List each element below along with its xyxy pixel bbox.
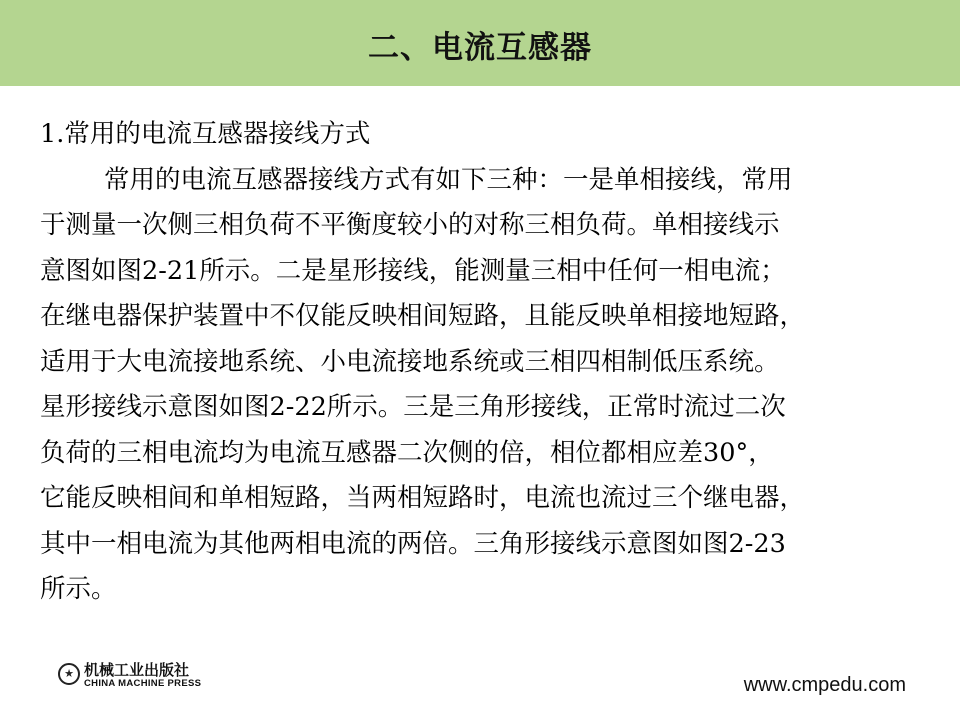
publisher-name-cn: 机械工业出版社 [84,661,190,679]
body-line-7: 负荷的三相电流均为电流互感器二次侧的倍，相位都相应差30°， [40,437,774,468]
body-line-2: 于测量一次侧三相负荷不平衡度较小的对称三相负荷。单相接线示 [40,210,780,240]
publisher-emblem-icon: ★ [58,663,80,685]
website-url: www.cmpedu.com [743,674,906,696]
publisher-name-en: CHINA MACHINE PRESS [84,678,202,689]
title-bar [0,0,960,86]
body-line-8: 它能反映相间和单相短路，当两相短路时，电流也流过三个继电器， [40,483,806,513]
body-line-4: 在继电器保护装置中不仅能反映相间短路，且能反映单相接地短路， [40,301,806,331]
body-line-1: 常用的电流互感器接线方式有如下三种：一是单相接线，常用 [104,164,793,195]
body-line-6: 星形接线示意图如图2-22所示。三是三角形接线，正常时流过二次 [40,392,786,422]
slide-body [40,112,920,613]
section-heading: 1.常用的电流互感器接线方式 [40,119,371,149]
body-line-10: 所示。 [40,574,117,604]
body-line-3: 意图如图2-21所示。二是星形接线，能测量三相中任何一相电流； [40,255,786,286]
body-line-9: 其中一相电流为其他两相电流的两倍。三角形接线示意图如图2-23 [40,528,786,559]
body-line-5: 适用于大电流接地系统、小电流接地系统或三相四相制低压系统。 [40,346,780,377]
slide-title: 二、电流互感器 [368,30,592,66]
